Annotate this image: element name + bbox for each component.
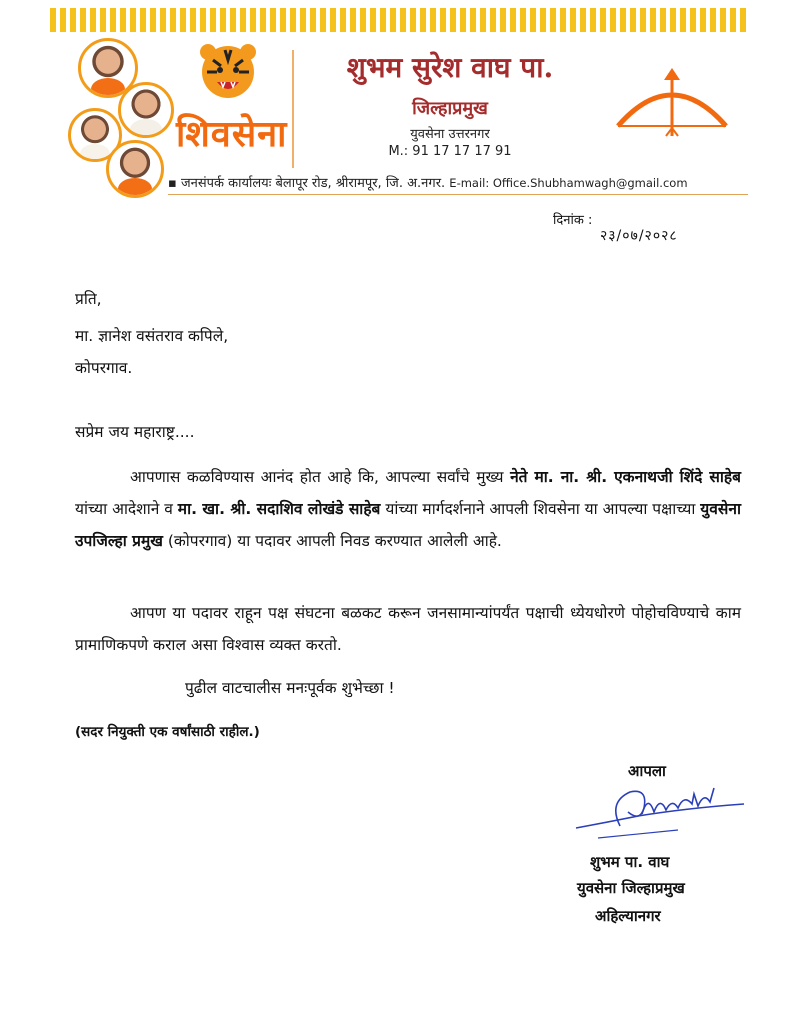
contact-email: E-mail: Office.Shubhamwagh@gmail.com — [449, 176, 688, 190]
para1-bold-2: मा. खा. श्री. सदाशिव लोखंडे साहेब — [177, 500, 381, 518]
wishes-line: पुढील वाटचालीस मनःपूर्वक शुभेच्छा ! — [185, 679, 395, 697]
leader-role: जिल्हाप्रमुख — [412, 98, 488, 119]
decorative-top-stripe — [50, 8, 750, 32]
para1-text-1: आपणास कळविण्यास आनंद होत आहे कि, आपल्या सर्वांचे मुख्य — [130, 468, 511, 486]
signatory-role: युवसेना जिल्हाप्रमुख — [577, 879, 685, 897]
para1-bold-3: युवसेना उपजिल्हा प्रमुख — [75, 500, 742, 550]
recipient-place: कोपरगाव. — [75, 359, 133, 377]
header-rule — [168, 194, 748, 195]
tiger-logo-icon — [195, 38, 261, 104]
leader-portrait-2 — [118, 82, 174, 138]
date-value: २३/०७/२०२८ — [600, 228, 678, 244]
tenure-note: (सदर नियुक्ती एक वर्षांसाठी राहील.) — [75, 724, 260, 740]
leader-portrait-4 — [106, 140, 164, 198]
contact-address: बेलापूर रोड, श्रीरामपूर, जि. अ.नगर. — [275, 176, 446, 191]
responsibility-paragraph: आपण या पदावर राहून पक्ष संघटना बळकट करून जनसामान्यांपर्यंत पक्षाची ध्येयधोरणे पोहोचविण्याचे काम प्रामाणिकपणे कराल असा विश्वास व्यक्त करतो. — [75, 604, 741, 654]
date-label: दिनांक : — [553, 213, 593, 228]
para1-text-4: (कोपरगाव) या पदावर आपली निवड करण्यात आलेली आहे. — [162, 532, 502, 550]
bow-and-arrow-icon — [612, 66, 732, 138]
appointment-paragraph — [75, 461, 741, 557]
para1-text-2: यांच्या आदेशाने व — [75, 500, 178, 518]
recipient-name: मा. ज्ञानेश वसंतराव कपिले, — [75, 327, 229, 345]
handwritten-signature — [568, 782, 748, 848]
leader-unit: युवसेना उत्तरनगर — [410, 127, 490, 142]
party-name: शिवसेना — [176, 113, 288, 155]
contact-bullet-icon: ▪ — [168, 176, 177, 191]
para1-text-3: यांच्या मार्गदर्शनाने आपली शिवसेना या आपल्या पक्षाच्या — [380, 500, 701, 518]
contact-line — [168, 173, 748, 191]
salutation: सप्रेम जय महाराष्ट्र.... — [75, 423, 195, 441]
leader-name: शुभम सुरेश वाघ पा. — [346, 51, 554, 84]
para1-bold-1: नेते मा. ना. श्री. एकनाथजी शिंदे साहेब — [510, 468, 741, 486]
contact-label: जनसंपर्क कार्यालयः — [180, 176, 272, 191]
signatory-name: शुभम पा. वाघ — [590, 853, 670, 871]
recipient-prefix: प्रति, — [75, 290, 102, 308]
header-divider — [292, 50, 294, 168]
leader-mobile: M.: 91 17 17 17 91 — [388, 144, 512, 159]
valediction: आपला — [628, 762, 666, 780]
signatory-place: अहिल्यानगर — [595, 907, 661, 925]
